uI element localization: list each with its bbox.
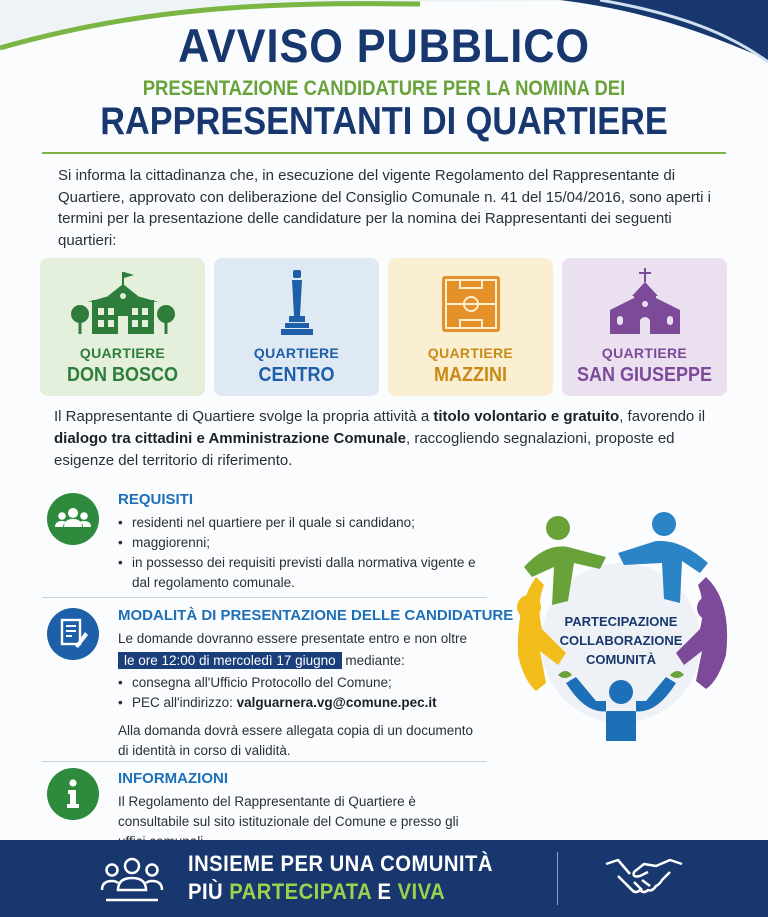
list-item: • consegna all'Ufficio Protocollo del Comune; bbox=[118, 673, 508, 693]
requisiti-list bbox=[118, 513, 498, 593]
district-card-san-giuseppe bbox=[562, 258, 727, 396]
footer-slogan-line1: INSIEME PER UNA COMUNITÀ bbox=[188, 851, 493, 876]
list-item: • maggiorenni; bbox=[118, 533, 498, 553]
church-icon bbox=[600, 266, 690, 341]
informazioni-title: INFORMAZIONI bbox=[118, 770, 228, 787]
page-subtitle: PRESENTAZIONE CANDIDATURE PER LA NOMINA DEI bbox=[142, 77, 626, 100]
footer-banner bbox=[0, 840, 768, 917]
district-label: QUARTIERE bbox=[601, 345, 688, 361]
community-circle-illustration bbox=[496, 505, 746, 755]
section-divider bbox=[42, 597, 487, 598]
deadline-line bbox=[118, 651, 508, 671]
deadline-highlight: le ore 12:00 di mercoledì 17 giugno bbox=[118, 652, 342, 669]
school-building-icon bbox=[68, 266, 178, 341]
deadline-suffix: mediante: bbox=[345, 653, 405, 668]
circle-label-collaborazione: COLLABORAZIONE bbox=[559, 633, 683, 648]
monument-icon bbox=[267, 266, 327, 341]
desc-text: , raccogliendo segnalazioni, proposte ed esigenze del territorio di riferimento. bbox=[54, 430, 675, 469]
modalita-intro: Le domande dovranno essere presentate entro e non oltre bbox=[118, 631, 467, 646]
modalita-body bbox=[118, 629, 508, 761]
informazioni-text: Il Regolamento del Rappresentante di Quartiere è consultabile sul sito istituzionale del Comune e presso gli bbox=[118, 794, 459, 829]
requisiti-title: REQUISITI bbox=[118, 491, 194, 508]
district-card-centro bbox=[214, 258, 379, 396]
modalita-note: Alla domanda dovrà essere allegata copia di un documento di identità in corso di validità. bbox=[118, 723, 473, 758]
intro-paragraph: Si informa la cittadinanza che, in esecuzione del vigente Regolamento del Rappresentante di Quartiere, approvato con deliberazione del Consiglio Comunale n. 41 del 15/04/2016, sono aperti i termini per la presentazione delle candidature per la nomina dei Rappresentanti dei seguenti quartieri: bbox=[58, 167, 711, 249]
footer-text: E bbox=[371, 879, 398, 904]
handshake-icon bbox=[604, 854, 684, 904]
district-label: QUARTIERE bbox=[79, 345, 166, 361]
district-label: QUARTIERE bbox=[427, 345, 514, 361]
district-name: DON BOSCO bbox=[66, 364, 179, 386]
list-item: • in possesso dei requisiti previsti dalla normativa vigente e dal regolamento comunale. bbox=[118, 553, 478, 593]
district-card-don-bosco bbox=[40, 258, 205, 396]
district-label: QUARTIERE bbox=[253, 345, 340, 361]
footer-emphasis: VIVA bbox=[397, 879, 446, 904]
footer-emphasis: PARTECIPATA bbox=[229, 879, 372, 904]
modalita-title: MODALITÀ DI PRESENTAZIONE DELLE CANDIDATURE bbox=[118, 607, 514, 624]
info-icon bbox=[47, 768, 99, 820]
people-group-icon bbox=[47, 493, 99, 545]
district-card-mazzini bbox=[388, 258, 553, 396]
circle-label-partecipazione: PARTECIPAZIONE bbox=[564, 614, 678, 629]
section-divider bbox=[42, 761, 487, 762]
soccer-field-icon bbox=[436, 266, 506, 341]
page-title: AVVISO PUBBLICO bbox=[178, 19, 590, 72]
district-cards bbox=[40, 258, 728, 396]
desc-emphasis: titolo volontario e gratuito bbox=[433, 408, 620, 425]
pec-label: PEC all'indirizzo: bbox=[132, 695, 237, 710]
district-name: MAZZINI bbox=[434, 364, 507, 386]
title-divider bbox=[42, 152, 726, 154]
desc-text: , favorendo il bbox=[619, 408, 706, 425]
role-description bbox=[54, 406, 724, 472]
circle-label-comunita: COMUNITÀ bbox=[585, 652, 657, 667]
footer-slogan-line2 bbox=[188, 879, 445, 905]
district-name: SAN GIUSEPPE bbox=[576, 364, 713, 386]
list-item bbox=[118, 693, 508, 713]
document-edit-icon bbox=[47, 608, 99, 660]
desc-emphasis: dialogo tra cittadini e Amministrazione Comunale bbox=[54, 430, 406, 447]
desc-text: Il Rappresentante di Quartiere svolge la propria attività a bbox=[54, 408, 434, 425]
page-title-secondary: RAPPRESENTANTI DI QUARTIERE bbox=[100, 100, 668, 143]
list-item: • residenti nel quartiere per il quale si candidano; bbox=[118, 513, 498, 533]
pec-address-link[interactable]: valguarnera.vg@comune.pec.it bbox=[236, 695, 437, 710]
district-name: CENTRO bbox=[258, 364, 335, 386]
people-group-icon bbox=[100, 854, 164, 904]
footer-text: PIÙ bbox=[188, 879, 230, 904]
footer-divider bbox=[557, 852, 558, 905]
